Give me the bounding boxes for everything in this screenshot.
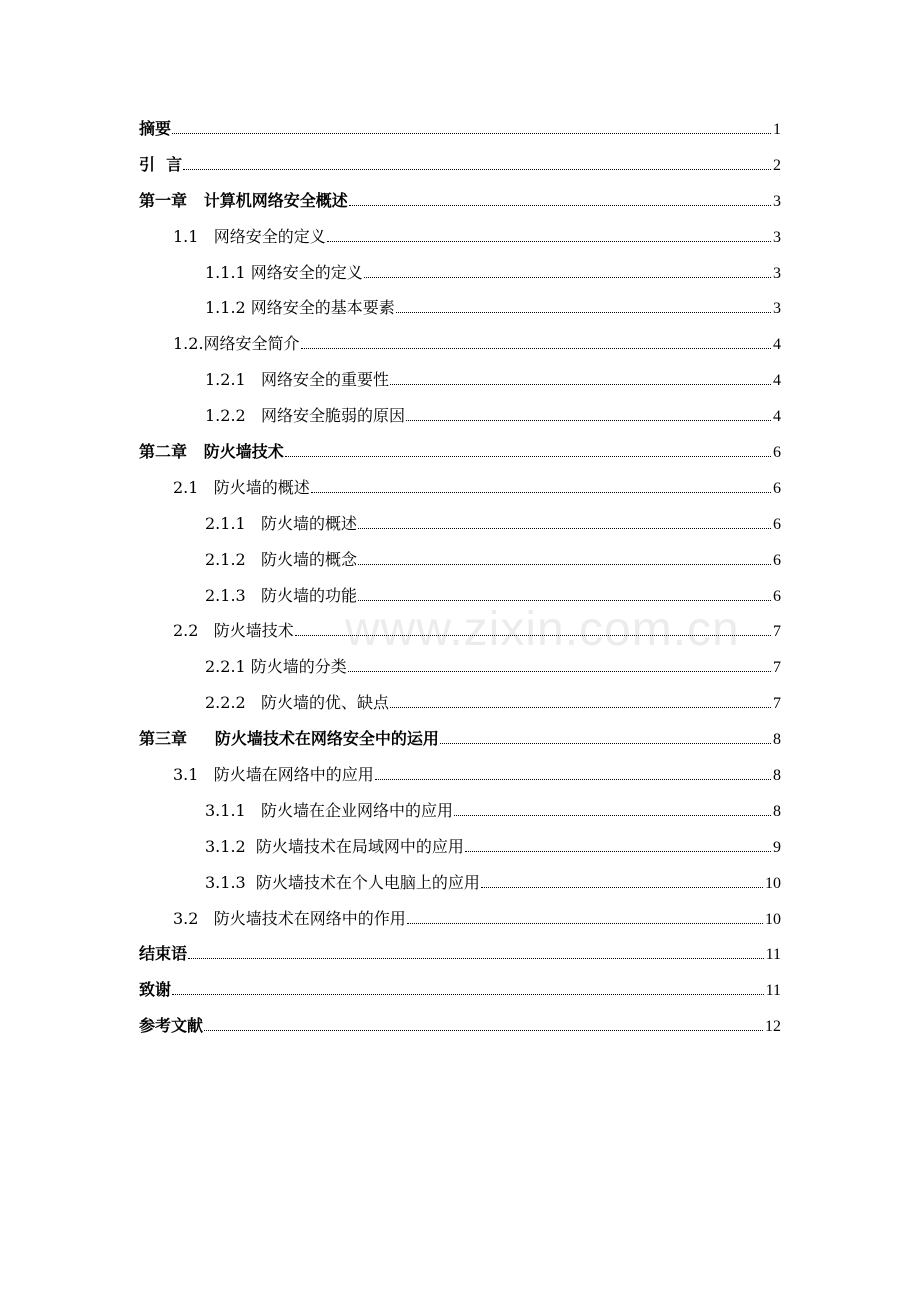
toc-entry[interactable]: [139, 798, 781, 834]
toc-entry[interactable]: [139, 870, 781, 906]
toc-entry-page: 2: [773, 156, 781, 174]
toc-entry[interactable]: [139, 547, 781, 583]
toc-entry-page: 8: [773, 731, 781, 749]
toc-entry[interactable]: [139, 618, 781, 654]
toc-leader-dots: [390, 384, 771, 385]
toc-entry[interactable]: [139, 583, 781, 619]
toc-leader-dots: [295, 635, 771, 636]
toc-leader-dots: [406, 420, 771, 421]
toc-leader-dots: [327, 241, 771, 242]
toc-entry-title: 2.2.1 防火墙的分类: [205, 657, 347, 677]
toc-entry-page: 3: [773, 264, 781, 282]
toc-entry-page: 6: [773, 515, 781, 533]
toc-entry-page: 6: [773, 587, 781, 605]
toc-leader-dots: [183, 169, 771, 170]
toc-leader-dots: [188, 958, 764, 959]
toc-entry-title: 3.1.3 防火墙技术在个人电脑上的应用: [205, 872, 480, 892]
toc-entry[interactable]: [139, 654, 781, 690]
toc-leader-dots: [172, 994, 764, 995]
toc-entry-page: 8: [773, 767, 781, 785]
toc-entry-title: 1.2.1 网络安全的重要性: [205, 370, 389, 390]
toc-leader-dots: [375, 779, 771, 780]
toc-leader-dots: [348, 671, 771, 672]
toc-entry-page: 8: [773, 802, 781, 820]
toc-entry[interactable]: [139, 511, 781, 547]
toc-entry[interactable]: [139, 941, 781, 977]
toc-leader-dots: [358, 564, 771, 565]
toc-leader-dots: [358, 600, 771, 601]
toc-entry-page: 3: [773, 300, 781, 318]
toc-entry[interactable]: [139, 1013, 781, 1049]
toc-entry-page: 9: [773, 838, 781, 856]
toc-entry-title: 第二章 防火墙技术: [139, 442, 284, 462]
toc-entry-page: 4: [773, 372, 781, 390]
toc-entry[interactable]: [139, 475, 781, 511]
toc-leader-dots: [481, 887, 763, 888]
toc-entry-page: 6: [773, 551, 781, 569]
toc-entry-title: 1.1.2 网络安全的基本要素: [205, 298, 395, 318]
toc-entry-page: 11: [765, 946, 781, 964]
toc-entry-title: 3.2 防火墙技术在网络中的作用: [173, 908, 406, 928]
toc-leader-dots: [301, 348, 771, 349]
toc-entry-title: 2.1 防火墙的概述: [173, 477, 310, 497]
toc-leader-dots: [172, 133, 771, 134]
table-of-contents: [139, 116, 781, 1049]
toc-entry-title: 3.1.1 防火墙在企业网络中的应用: [205, 800, 453, 820]
toc-entry[interactable]: [139, 152, 781, 188]
toc-entry[interactable]: [139, 260, 781, 296]
toc-entry[interactable]: [139, 116, 781, 152]
toc-entry-title: 第一章 计算机网络安全概述: [139, 190, 348, 210]
toc-entry-title: 引 言: [139, 154, 183, 174]
toc-leader-dots: [364, 277, 771, 278]
toc-entry[interactable]: [139, 906, 781, 942]
toc-leader-dots: [204, 1030, 763, 1031]
toc-leader-dots: [407, 923, 763, 924]
toc-leader-dots: [285, 456, 771, 457]
toc-entry[interactable]: [139, 726, 781, 762]
toc-leader-dots: [390, 707, 771, 708]
toc-entry-title: 3.1 防火墙在网络中的应用: [173, 765, 374, 785]
toc-entry-page: 7: [773, 695, 781, 713]
toc-entry-page: 10: [765, 910, 781, 928]
toc-entry-page: 4: [773, 336, 781, 354]
toc-entry-page: 7: [773, 659, 781, 677]
toc-entry[interactable]: [139, 762, 781, 798]
toc-entry-title: 2.1.3 防火墙的功能: [205, 585, 357, 605]
toc-entry-page: 6: [773, 444, 781, 462]
toc-entry-title: 1.1.1 网络安全的定义: [205, 262, 363, 282]
toc-entry[interactable]: [139, 331, 781, 367]
toc-entry[interactable]: [139, 439, 781, 475]
toc-leader-dots: [440, 743, 771, 744]
toc-entry-page: 3: [773, 192, 781, 210]
toc-leader-dots: [311, 492, 771, 493]
toc-entry-title: 2.1.2 防火墙的概念: [205, 549, 357, 569]
toc-entry-title: 1.2.网络安全简介: [173, 334, 300, 354]
toc-entry[interactable]: [139, 224, 781, 260]
watermark: www.zixin.com.cn: [345, 603, 740, 656]
toc-leader-dots: [396, 312, 771, 313]
toc-entry-title: 参考文献: [139, 1016, 204, 1036]
toc-entry[interactable]: [139, 367, 781, 403]
toc-entry[interactable]: [139, 403, 781, 439]
toc-entry[interactable]: [139, 690, 781, 726]
toc-entry-title: 2.1.1 防火墙的概述: [205, 513, 357, 533]
toc-entry-page: 11: [765, 982, 781, 1000]
toc-entry-page: 3: [773, 228, 781, 246]
toc-entry-page: 12: [765, 1018, 781, 1036]
toc-leader-dots: [465, 851, 771, 852]
toc-entry[interactable]: [139, 188, 781, 224]
toc-leader-dots: [358, 528, 771, 529]
toc-leader-dots: [454, 815, 771, 816]
toc-entry[interactable]: [139, 834, 781, 870]
toc-leader-dots: [349, 205, 771, 206]
toc-entry-title: 摘要: [139, 119, 172, 138]
toc-entry-title: 2.2 防火墙技术: [173, 621, 294, 641]
toc-entry-page: 6: [773, 479, 781, 497]
toc-entry-title: 1.2.2 网络安全脆弱的原因: [205, 406, 405, 426]
toc-entry-page: 7: [773, 623, 781, 641]
toc-entry-page: 4: [773, 408, 781, 426]
toc-entry-title: 1.1 网络安全的定义: [173, 226, 326, 246]
toc-entry-title: 结束语: [139, 944, 188, 964]
toc-entry-page: 1: [773, 121, 781, 138]
toc-entry-title: 致谢: [139, 980, 172, 1000]
toc-entry-title: 3.1.2 防火墙技术在局域网中的应用: [205, 836, 464, 856]
toc-entry-title: 2.2.2 防火墙的优、缺点: [205, 693, 389, 713]
toc-entry-title: 第三章 防火墙技术在网络安全中的运用: [139, 729, 439, 749]
toc-entry-page: 10: [765, 874, 781, 892]
toc-entry[interactable]: [139, 977, 781, 1013]
toc-entry[interactable]: [139, 295, 781, 331]
